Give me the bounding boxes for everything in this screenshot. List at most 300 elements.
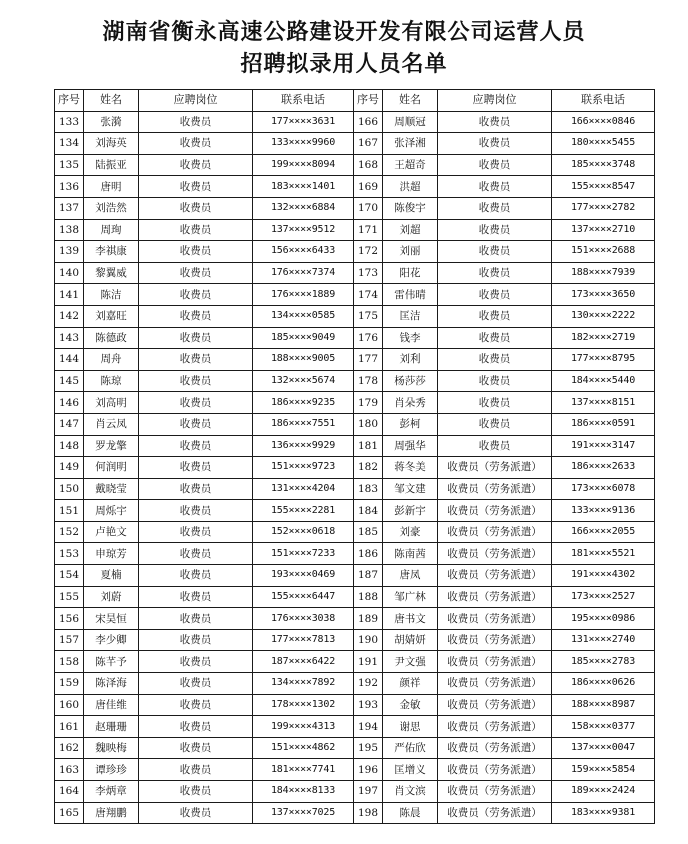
cell-position-left: 收费员 — [139, 435, 253, 457]
cell-no-right: 175 — [354, 305, 383, 327]
cell-no-left: 159 — [55, 673, 84, 695]
cell-name-right: 严佑欣 — [383, 737, 438, 759]
cell-name-left: 张漪 — [84, 111, 139, 133]
table-row — [55, 608, 655, 630]
cell-position-right: 收费员 — [438, 262, 552, 284]
cell-position-right: 收费员（劳务派遣） — [438, 716, 552, 738]
cell-phone-left: 131××××4204 — [253, 478, 354, 500]
table-row — [55, 133, 655, 155]
cell-name-right: 刘丽 — [383, 241, 438, 263]
cell-name-right: 匡增义 — [383, 759, 438, 781]
cell-no-right: 168 — [354, 154, 383, 176]
cell-phone-right: 130××××2222 — [552, 305, 655, 327]
cell-position-right: 收费员（劳务派遣） — [438, 521, 552, 543]
cell-phone-right: 186××××2633 — [552, 457, 655, 479]
cell-position-right: 收费员 — [438, 197, 552, 219]
table-row — [55, 197, 655, 219]
cell-position-right: 收费员 — [438, 413, 552, 435]
header-name-left: 姓名 — [84, 90, 139, 112]
cell-name-left: 唐翔鹏 — [84, 802, 139, 824]
cell-phone-left: 176××××3038 — [253, 608, 354, 630]
cell-name-left: 夏楠 — [84, 565, 139, 587]
cell-phone-left: 151××××7233 — [253, 543, 354, 565]
cell-position-left: 收费员 — [139, 457, 253, 479]
cell-position-right: 收费员（劳务派遣） — [438, 478, 552, 500]
cell-position-right: 收费员（劳务派遣） — [438, 608, 552, 630]
cell-name-left: 周烁宇 — [84, 500, 139, 522]
cell-name-right: 陈俊宇 — [383, 197, 438, 219]
cell-name-right: 唐凤 — [383, 565, 438, 587]
cell-position-right: 收费员 — [438, 133, 552, 155]
cell-phone-left: 199××××4313 — [253, 716, 354, 738]
cell-phone-right: 180××××5455 — [552, 133, 655, 155]
cell-no-right: 185 — [354, 521, 383, 543]
cell-phone-right: 131××××2740 — [552, 629, 655, 651]
header-phone-left: 联系电话 — [253, 90, 354, 112]
cell-position-right: 收费员 — [438, 284, 552, 306]
cell-phone-right: 173××××2527 — [552, 586, 655, 608]
cell-name-right: 洪超 — [383, 176, 438, 198]
cell-position-right: 收费员（劳务派遣） — [438, 802, 552, 824]
cell-phone-left: 193××××0469 — [253, 565, 354, 587]
header-name-right: 姓名 — [383, 90, 438, 112]
cell-position-left: 收费员 — [139, 673, 253, 695]
cell-phone-left: 133××××9960 — [253, 133, 354, 155]
cell-name-right: 匡洁 — [383, 305, 438, 327]
cell-position-left: 收费员 — [139, 305, 253, 327]
cell-phone-right: 155××××8547 — [552, 176, 655, 198]
table-row — [55, 629, 655, 651]
cell-name-right: 刘超 — [383, 219, 438, 241]
cell-phone-right: 191××××3147 — [552, 435, 655, 457]
table-row — [55, 284, 655, 306]
cell-no-right: 174 — [354, 284, 383, 306]
cell-name-right: 尹文强 — [383, 651, 438, 673]
header-position-right: 应聘岗位 — [438, 90, 552, 112]
cell-phone-left: 151××××9723 — [253, 457, 354, 479]
cell-phone-left: 199××××8094 — [253, 154, 354, 176]
cell-no-left: 164 — [55, 781, 84, 803]
cell-phone-right: 151××××2688 — [552, 241, 655, 263]
cell-position-left: 收费员 — [139, 133, 253, 155]
cell-name-right: 金敏 — [383, 694, 438, 716]
table-row — [55, 219, 655, 241]
cell-no-left: 162 — [55, 737, 84, 759]
cell-name-left: 李祺康 — [84, 241, 139, 263]
table-row — [55, 673, 655, 695]
cell-name-right: 胡婧妍 — [383, 629, 438, 651]
cell-name-right: 雷伟晴 — [383, 284, 438, 306]
cell-phone-left: 186××××7551 — [253, 413, 354, 435]
cell-position-right: 收费员（劳务派遣） — [438, 500, 552, 522]
cell-phone-left: 151××××4862 — [253, 737, 354, 759]
cell-phone-right: 186××××0591 — [552, 413, 655, 435]
cell-phone-left: 176××××1889 — [253, 284, 354, 306]
cell-position-left: 收费员 — [139, 716, 253, 738]
cell-position-right: 收费员（劳务派遣） — [438, 629, 552, 651]
cell-phone-right: 188××××7939 — [552, 262, 655, 284]
cell-position-left: 收费员 — [139, 284, 253, 306]
cell-phone-right: 195××××0986 — [552, 608, 655, 630]
cell-name-left: 宋昊恒 — [84, 608, 139, 630]
cell-phone-right: 189××××2424 — [552, 781, 655, 803]
cell-name-left: 卢艳文 — [84, 521, 139, 543]
cell-no-left: 144 — [55, 349, 84, 371]
cell-position-right: 收费员（劳务派遣） — [438, 457, 552, 479]
cell-phone-left: 137××××7025 — [253, 802, 354, 824]
cell-no-left: 153 — [55, 543, 84, 565]
cell-name-left: 陈琼 — [84, 370, 139, 392]
cell-name-left: 李炳章 — [84, 781, 139, 803]
cell-name-right: 陈南茜 — [383, 543, 438, 565]
cell-position-right: 收费员（劳务派遣） — [438, 586, 552, 608]
table-row — [55, 737, 655, 759]
table-row — [55, 586, 655, 608]
cell-position-left: 收费员 — [139, 241, 253, 263]
cell-phone-right: 173××××3650 — [552, 284, 655, 306]
cell-phone-left: 186××××9235 — [253, 392, 354, 414]
cell-name-left: 戴晓莹 — [84, 478, 139, 500]
cell-position-right: 收费员 — [438, 305, 552, 327]
cell-position-left: 收费员 — [139, 500, 253, 522]
cell-no-left: 152 — [55, 521, 84, 543]
cell-phone-left: 134××××7892 — [253, 673, 354, 695]
cell-position-right: 收费员 — [438, 392, 552, 414]
cell-no-left: 138 — [55, 219, 84, 241]
table-row — [55, 457, 655, 479]
cell-position-right: 收费员（劳务派遣） — [438, 543, 552, 565]
table-row — [55, 327, 655, 349]
table-row — [55, 154, 655, 176]
cell-name-right: 彭柯 — [383, 413, 438, 435]
cell-position-left: 收费员 — [139, 327, 253, 349]
cell-name-left: 何润明 — [84, 457, 139, 479]
cell-phone-left: 176××××7374 — [253, 262, 354, 284]
cell-name-right: 张泽湘 — [383, 133, 438, 155]
header-no-left: 序号 — [55, 90, 84, 112]
table-row — [55, 305, 655, 327]
cell-name-left: 唐佳维 — [84, 694, 139, 716]
cell-phone-left: 184××××8133 — [253, 781, 354, 803]
cell-phone-left: 134××××0585 — [253, 305, 354, 327]
cell-no-right: 189 — [354, 608, 383, 630]
cell-name-right: 王超奇 — [383, 154, 438, 176]
cell-name-left: 赵珊珊 — [84, 716, 139, 738]
cell-no-left: 157 — [55, 629, 84, 651]
cell-no-left: 149 — [55, 457, 84, 479]
cell-no-left: 148 — [55, 435, 84, 457]
cell-position-right: 收费员（劳务派遣） — [438, 565, 552, 587]
cell-no-right: 173 — [354, 262, 383, 284]
cell-name-left: 刘海英 — [84, 133, 139, 155]
cell-position-right: 收费员 — [438, 219, 552, 241]
cell-position-left: 收费员 — [139, 392, 253, 414]
table-row — [55, 413, 655, 435]
cell-phone-right: 137××××2710 — [552, 219, 655, 241]
cell-no-left: 161 — [55, 716, 84, 738]
cell-name-left: 罗龙擎 — [84, 435, 139, 457]
cell-phone-left: 136××××9929 — [253, 435, 354, 457]
cell-phone-left: 177××××3631 — [253, 111, 354, 133]
cell-no-right: 179 — [354, 392, 383, 414]
cell-no-left: 140 — [55, 262, 84, 284]
cell-name-left: 陆振亚 — [84, 154, 139, 176]
cell-position-left: 收费员 — [139, 629, 253, 651]
cell-position-left: 收费员 — [139, 737, 253, 759]
cell-name-left: 陈泽海 — [84, 673, 139, 695]
table-row — [55, 802, 655, 824]
cell-phone-right: 182××××2719 — [552, 327, 655, 349]
cell-no-left: 142 — [55, 305, 84, 327]
cell-phone-right: 183××××9381 — [552, 802, 655, 824]
table-row — [55, 370, 655, 392]
cell-position-left: 收费员 — [139, 370, 253, 392]
cell-position-right: 收费员 — [438, 154, 552, 176]
cell-phone-right: 188××××8987 — [552, 694, 655, 716]
cell-name-right: 唐书文 — [383, 608, 438, 630]
table-row — [55, 521, 655, 543]
cell-name-right: 蒋冬美 — [383, 457, 438, 479]
header-no-right: 序号 — [354, 90, 383, 112]
header-position-left: 应聘岗位 — [139, 90, 253, 112]
cell-name-left: 刘蔚 — [84, 586, 139, 608]
cell-phone-right: 191××××4302 — [552, 565, 655, 587]
cell-no-right: 192 — [354, 673, 383, 695]
document-title-line2: 招聘拟录用人员名单 — [240, 52, 448, 77]
cell-no-right: 197 — [354, 781, 383, 803]
cell-no-right: 167 — [354, 133, 383, 155]
cell-name-right: 刘利 — [383, 349, 438, 371]
cell-position-left: 收费员 — [139, 694, 253, 716]
table-row — [55, 500, 655, 522]
cell-no-left: 146 — [55, 392, 84, 414]
cell-position-right: 收费员 — [438, 241, 552, 263]
cell-no-right: 195 — [354, 737, 383, 759]
cell-phone-right: 184××××5440 — [552, 370, 655, 392]
cell-position-left: 收费员 — [139, 802, 253, 824]
cell-no-right: 178 — [354, 370, 383, 392]
cell-phone-left: 137××××9512 — [253, 219, 354, 241]
table-row — [55, 435, 655, 457]
cell-position-right: 收费员（劳务派遣） — [438, 737, 552, 759]
cell-name-left: 魏映梅 — [84, 737, 139, 759]
cell-position-left: 收费员 — [139, 781, 253, 803]
cell-no-left: 133 — [55, 111, 84, 133]
cell-phone-left: 185××××9049 — [253, 327, 354, 349]
cell-no-right: 166 — [354, 111, 383, 133]
table-row — [55, 651, 655, 673]
cell-phone-left: 132××××5674 — [253, 370, 354, 392]
table-row — [55, 176, 655, 198]
cell-name-left: 黎翼威 — [84, 262, 139, 284]
cell-phone-left: 181××××7741 — [253, 759, 354, 781]
table-row — [55, 111, 655, 133]
cell-no-left: 150 — [55, 478, 84, 500]
cell-name-left: 陈洁 — [84, 284, 139, 306]
cell-position-right: 收费员 — [438, 349, 552, 371]
cell-name-left: 陈芊予 — [84, 651, 139, 673]
table-row — [55, 565, 655, 587]
cell-no-right: 170 — [354, 197, 383, 219]
cell-phone-right: 166××××0846 — [552, 111, 655, 133]
cell-no-right: 191 — [354, 651, 383, 673]
cell-phone-right: 133××××9136 — [552, 500, 655, 522]
cell-name-left: 谭珍珍 — [84, 759, 139, 781]
cell-name-right: 周顺冠 — [383, 111, 438, 133]
cell-phone-right: 185××××3748 — [552, 154, 655, 176]
cell-position-left: 收费员 — [139, 154, 253, 176]
table-row — [55, 694, 655, 716]
cell-name-left: 申琼芳 — [84, 543, 139, 565]
cell-phone-left: 156××××6433 — [253, 241, 354, 263]
table-row — [55, 262, 655, 284]
cell-phone-right: 186××××0626 — [552, 673, 655, 695]
cell-position-left: 收费员 — [139, 651, 253, 673]
cell-phone-left: 183××××1401 — [253, 176, 354, 198]
cell-name-left: 刘浩然 — [84, 197, 139, 219]
header-phone-right: 联系电话 — [552, 90, 655, 112]
cell-no-right: 181 — [354, 435, 383, 457]
cell-phone-left: 178××××1302 — [253, 694, 354, 716]
cell-phone-right: 185××××2783 — [552, 651, 655, 673]
cell-no-left: 136 — [55, 176, 84, 198]
cell-phone-left: 187××××6422 — [253, 651, 354, 673]
cell-no-left: 137 — [55, 197, 84, 219]
cell-no-right: 183 — [354, 478, 383, 500]
cell-position-right: 收费员 — [438, 176, 552, 198]
cell-position-right: 收费员 — [438, 111, 552, 133]
cell-position-right: 收费员 — [438, 435, 552, 457]
cell-name-right: 陈晨 — [383, 802, 438, 824]
cell-name-right: 肖文滨 — [383, 781, 438, 803]
cell-no-right: 169 — [354, 176, 383, 198]
table-header-row — [55, 90, 655, 112]
cell-no-left: 139 — [55, 241, 84, 263]
cell-position-left: 收费员 — [139, 349, 253, 371]
cell-position-right: 收费员（劳务派遣） — [438, 781, 552, 803]
cell-name-left: 肖云凤 — [84, 413, 139, 435]
cell-name-left: 刘高明 — [84, 392, 139, 414]
cell-position-right: 收费员（劳务派遣） — [438, 759, 552, 781]
table-row — [55, 478, 655, 500]
cell-phone-left: 152××××0618 — [253, 521, 354, 543]
cell-no-right: 177 — [354, 349, 383, 371]
cell-name-left: 刘嘉旺 — [84, 305, 139, 327]
cell-name-right: 钱李 — [383, 327, 438, 349]
cell-no-left: 143 — [55, 327, 84, 349]
cell-phone-left: 155××××2281 — [253, 500, 354, 522]
cell-phone-left: 132××××6884 — [253, 197, 354, 219]
cell-no-right: 198 — [354, 802, 383, 824]
cell-phone-left: 188××××9005 — [253, 349, 354, 371]
cell-position-left: 收费员 — [139, 521, 253, 543]
table-row — [55, 392, 655, 414]
cell-no-right: 187 — [354, 565, 383, 587]
cell-no-left: 155 — [55, 586, 84, 608]
cell-no-left: 156 — [55, 608, 84, 630]
cell-name-left: 李少卿 — [84, 629, 139, 651]
cell-no-right: 188 — [354, 586, 383, 608]
cell-no-left: 151 — [55, 500, 84, 522]
cell-no-left: 141 — [55, 284, 84, 306]
cell-name-right: 谢思 — [383, 716, 438, 738]
cell-position-right: 收费员 — [438, 327, 552, 349]
cell-position-left: 收费员 — [139, 608, 253, 630]
cell-position-left: 收费员 — [139, 565, 253, 587]
cell-phone-right: 177××××2782 — [552, 197, 655, 219]
cell-phone-right: 181××××5521 — [552, 543, 655, 565]
cell-no-right: 184 — [354, 500, 383, 522]
cell-position-right: 收费员 — [438, 370, 552, 392]
cell-no-left: 145 — [55, 370, 84, 392]
cell-position-left: 收费员 — [139, 478, 253, 500]
cell-no-right: 194 — [354, 716, 383, 738]
cell-name-left: 陈德政 — [84, 327, 139, 349]
table-row — [55, 241, 655, 263]
cell-phone-right: 137××××0047 — [552, 737, 655, 759]
cell-name-left: 周珣 — [84, 219, 139, 241]
cell-position-left: 收费员 — [139, 219, 253, 241]
cell-name-left: 唐明 — [84, 176, 139, 198]
cell-phone-right: 159××××5854 — [552, 759, 655, 781]
cell-phone-left: 177××××7813 — [253, 629, 354, 651]
cell-name-right: 阳花 — [383, 262, 438, 284]
cell-no-left: 135 — [55, 154, 84, 176]
cell-no-right: 182 — [354, 457, 383, 479]
cell-position-left: 收费员 — [139, 176, 253, 198]
cell-position-left: 收费员 — [139, 197, 253, 219]
cell-position-left: 收费员 — [139, 543, 253, 565]
roster-body — [55, 111, 655, 824]
document-title-line1: 湖南省衡永高速公路建设开发有限公司运营人员 — [102, 20, 586, 45]
cell-no-left: 154 — [55, 565, 84, 587]
table-row — [55, 716, 655, 738]
cell-position-left: 收费员 — [139, 111, 253, 133]
cell-no-right: 193 — [354, 694, 383, 716]
cell-phone-right: 177××××8795 — [552, 349, 655, 371]
cell-phone-left: 155××××6447 — [253, 586, 354, 608]
cell-name-left: 周舟 — [84, 349, 139, 371]
cell-no-right: 196 — [354, 759, 383, 781]
cell-position-left: 收费员 — [139, 586, 253, 608]
cell-phone-right: 158××××0377 — [552, 716, 655, 738]
cell-position-right: 收费员（劳务派遣） — [438, 673, 552, 695]
cell-no-right: 190 — [354, 629, 383, 651]
cell-phone-right: 137××××8151 — [552, 392, 655, 414]
cell-name-right: 彭新宇 — [383, 500, 438, 522]
cell-position-left: 收费员 — [139, 413, 253, 435]
cell-no-left: 147 — [55, 413, 84, 435]
cell-no-right: 176 — [354, 327, 383, 349]
cell-position-left: 收费员 — [139, 262, 253, 284]
cell-no-right: 172 — [354, 241, 383, 263]
cell-no-right: 180 — [354, 413, 383, 435]
cell-phone-right: 166××××2055 — [552, 521, 655, 543]
cell-no-left: 134 — [55, 133, 84, 155]
cell-name-right: 周强华 — [383, 435, 438, 457]
cell-name-right: 颜祥 — [383, 673, 438, 695]
cell-name-right: 刘豪 — [383, 521, 438, 543]
cell-name-right: 邹广林 — [383, 586, 438, 608]
cell-no-right: 186 — [354, 543, 383, 565]
table-row — [55, 349, 655, 371]
cell-name-right: 肖朵秀 — [383, 392, 438, 414]
cell-position-left: 收费员 — [139, 759, 253, 781]
table-row — [55, 543, 655, 565]
roster-table — [54, 89, 655, 824]
cell-name-right: 邹文建 — [383, 478, 438, 500]
table-row — [55, 759, 655, 781]
